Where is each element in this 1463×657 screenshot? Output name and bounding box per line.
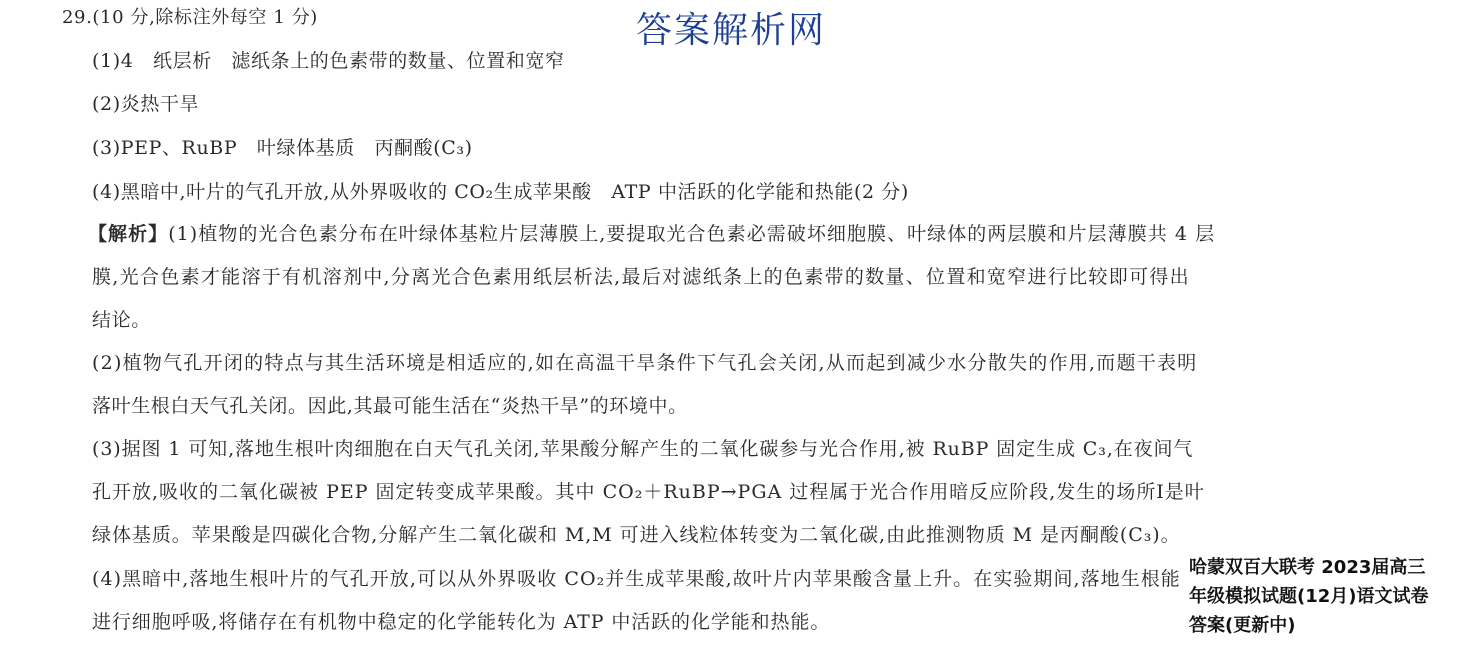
analysis-line-1 [88,222,1215,246]
promo-line-2: 年级模拟试题(12月)语文试卷 [1189,586,1429,607]
analysis-line-9: (4)黑暗中,落地生根叶片的气孔开放,可以从外界吸收 CO₂并生成苹果酸,故叶片内苹果酸含量上升。在实验期间,落地生根能 [92,568,1181,590]
analysis-line-10: 进行细胞呼吸,将储存在有机物中稳定的化学能转化为 ATP 中活跃的化学能和热能。 [92,611,831,633]
analysis-text-1: (1)植物的光合色素分布在叶绿体基粒片层薄膜上,要提取光合色素必需破坏细胞膜、叶绿体的两层膜和片层薄膜共 4 层 [168,223,1216,245]
analysis-line-6: (3)据图 1 可知,落地生根叶肉细胞在白天气孔关闭,苹果酸分解产生的二氧化碳参与光合作用,被 RuBP 固定生成 C₃,在夜间气 [92,438,1194,460]
analysis-line-2: 膜,光合色素才能溶于有机溶剂中,分离光合色素用纸层析法,最后对滤纸条上的色素带的数量、位置和宽窄进行比较即可得出 [92,266,1190,288]
question-header: 29.(10 分,除标注外每空 1 分) [62,7,318,28]
analysis-line-5: 落叶生根白天气孔关闭。因此,其最可能生活在“炎热干旱”的环境中。 [92,395,688,417]
promo-line-3: 答案(更新中) [1189,615,1296,636]
answer-1: (1)4 纸层析 滤纸条上的色素带的数量、位置和宽窄 [92,50,565,72]
analysis-line-7: 孔开放,吸收的二氧化碳被 PEP 固定转变成苹果酸。其中 CO₂＋RuBP→PGA 过程属于光合作用暗反应阶段,发生的场所Ⅰ是叶 [92,481,1205,503]
answer-3: (3)PEP、RuBP 叶绿体基质 丙酮酸(C₃) [92,137,473,159]
promo-line-1: 哈蒙双百大联考 2023届高三 [1189,557,1426,578]
analysis-line-4: (2)植物气孔开闭的特点与其生活环境是相适应的,如在高温干旱条件下气孔会关闭,从而起到减少水分散失的作用,而题干表明 [92,352,1198,374]
promo-link[interactable] [1189,553,1461,640]
site-watermark: 答案解析网 [636,10,827,51]
answer-4: (4)黑暗中,叶片的气孔开放,从外界吸收的 CO₂生成苹果酸 ATP 中活跃的化学能和热能(2 分) [92,181,909,203]
answer-2: (2)炎热干旱 [92,93,200,115]
analysis-line-8: 绿体基质。苹果酸是四碳化合物,分解产生二氧化碳和 M,M 可进入线粒体转变为二氧化碳,由此推测物质 M 是丙酮酸(C₃)。 [92,524,1181,546]
analysis-label: 【解析】 [88,223,169,245]
analysis-line-3: 结论。 [92,309,151,331]
